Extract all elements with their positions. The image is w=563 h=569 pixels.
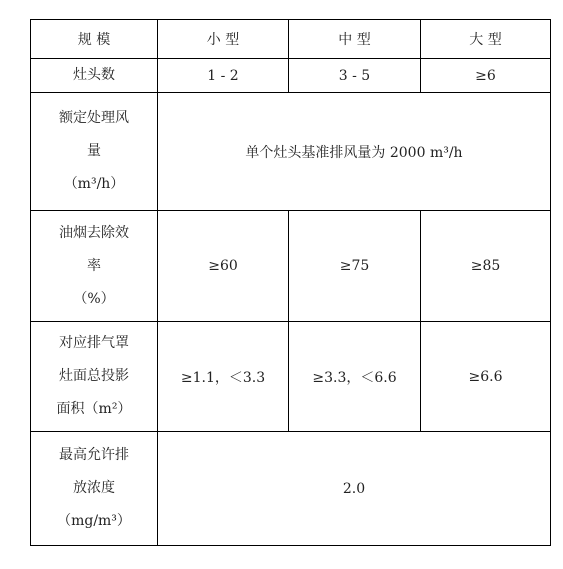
row-label-line: 额定处理风: [59, 110, 129, 126]
header-cell: 小 型: [158, 20, 289, 59]
row-label-line: 灶面总投影: [59, 368, 129, 384]
row-label: [31, 93, 158, 211]
table-cell: 3 - 5: [289, 59, 421, 93]
row-label-line: 面积（m²）: [56, 401, 132, 417]
table-cell: ≥6: [421, 59, 551, 93]
row-label-line: 最高允许排: [59, 447, 129, 463]
row-label-line: 放浓度: [73, 480, 115, 496]
table-cell: ≥1.1，＜3.3: [158, 322, 289, 432]
row-label: [31, 211, 158, 322]
table-row: [31, 93, 551, 211]
table-row: [31, 322, 551, 432]
row-label-line: （%）: [73, 290, 115, 307]
row-label-line: 油烟去除效: [59, 224, 129, 241]
row-label-line: （m³/h）: [63, 176, 125, 192]
header-cell: 规 模: [31, 20, 158, 59]
table-cell: ≥85: [421, 211, 551, 322]
table-cell: ≥6.6: [421, 322, 551, 432]
row-label-line: 率: [87, 257, 101, 274]
row-label-line: 灶头数: [73, 67, 115, 83]
row-label: [31, 59, 158, 93]
header-cell: 中 型: [289, 20, 421, 59]
table-cell: 1 - 2: [158, 59, 289, 93]
table-row: [31, 432, 551, 546]
merged-cell: 2.0: [158, 432, 551, 546]
merged-cell: 单个灶头基准排风量为 2000 m³/h: [158, 93, 551, 211]
table-row: [31, 211, 551, 322]
row-label-line: 对应排气罩: [59, 335, 129, 351]
table-cell: ≥75: [289, 211, 421, 322]
row-label-line: （mg/m³）: [57, 513, 131, 529]
spec-table: [30, 19, 551, 546]
row-label: [31, 432, 158, 546]
table-row: [31, 59, 551, 93]
table-header-row: [31, 20, 551, 59]
row-label: [31, 322, 158, 432]
table-cell: ≥3.3，＜6.6: [289, 322, 421, 432]
header-cell: 大 型: [421, 20, 551, 59]
row-label-line: 量: [87, 143, 101, 159]
table-cell: ≥60: [158, 211, 289, 322]
